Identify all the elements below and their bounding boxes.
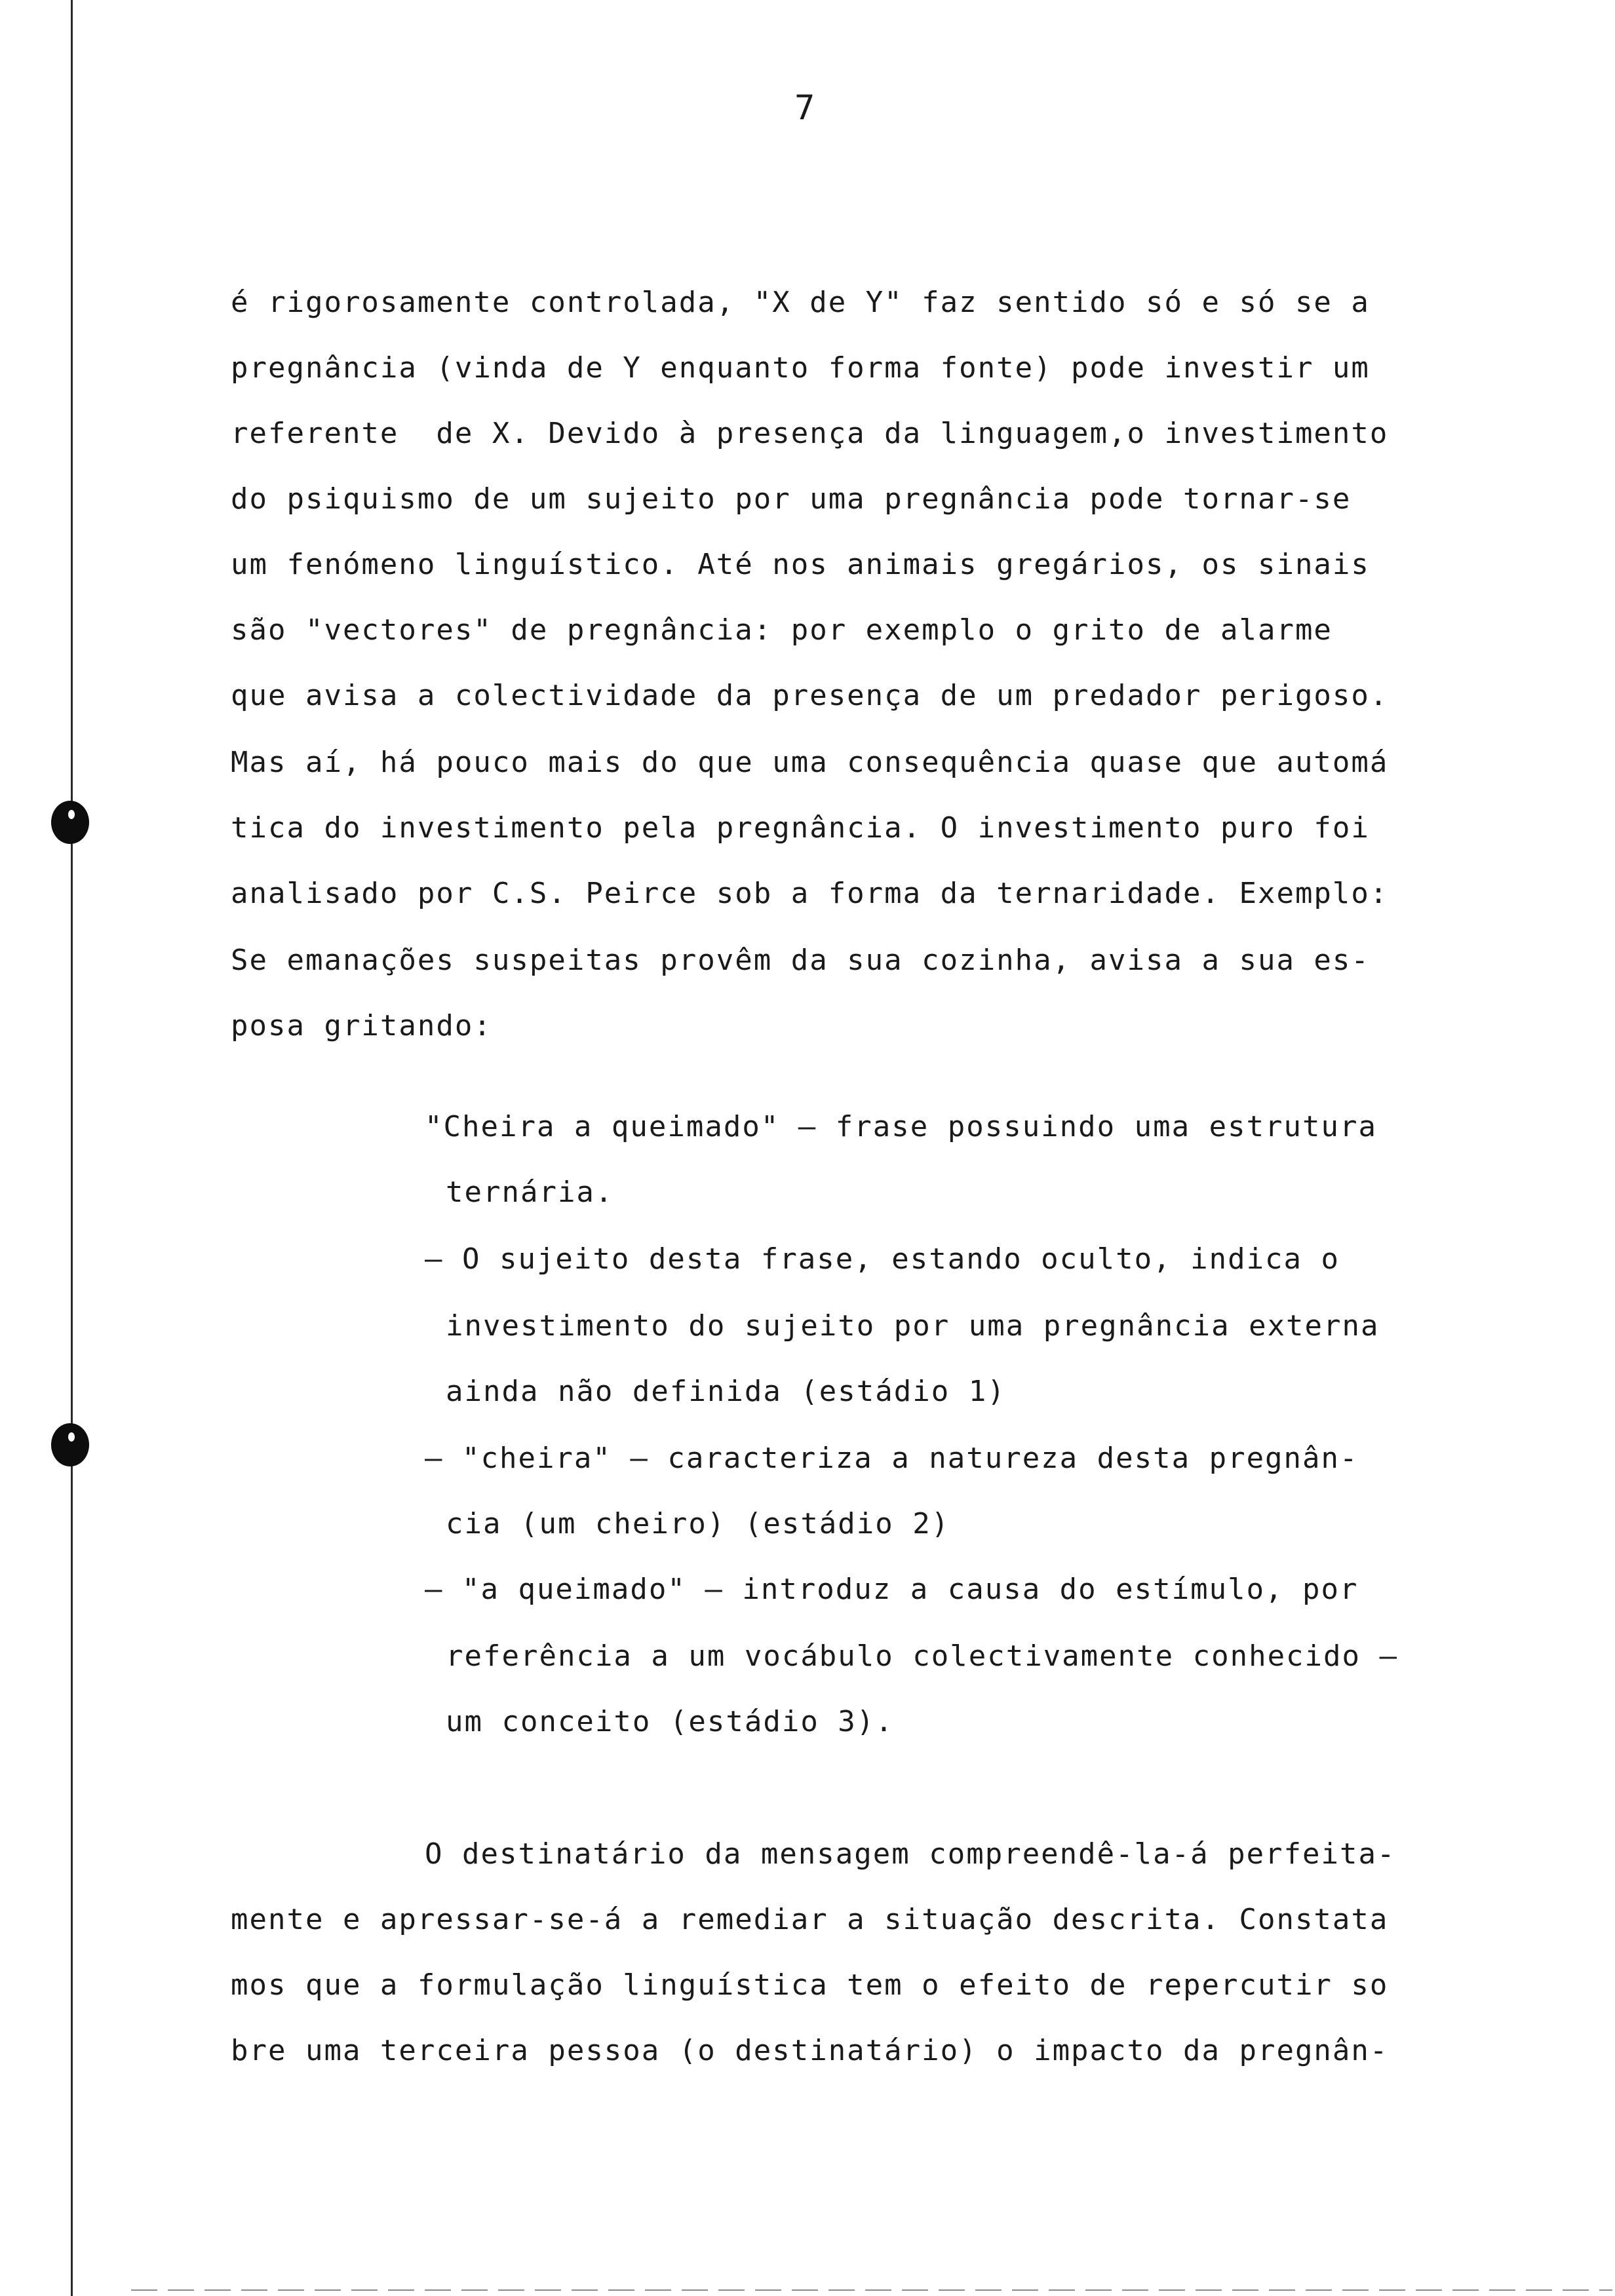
paragraph-line: referente de X. Devido à presença da linguagem,o investimento <box>231 417 1389 450</box>
punch-hole-mark <box>51 801 89 844</box>
quote-line: — "cheira" — caracteriza a natureza desta pregnân- <box>425 1442 1359 1475</box>
quote-line: — O sujeito desta frase, estando oculto, indica o <box>425 1242 1340 1276</box>
paragraph-line: posa gritando: <box>231 1009 492 1043</box>
paragraph-line: que avisa a colectividade da presença de um predador perigoso. <box>231 679 1389 712</box>
quote-line: — "a queimado" — introduz a causa do estímulo, por <box>425 1573 1359 1606</box>
paragraph-line: mente e apressar-se-á a remediar a situação descrita. Constata <box>231 1903 1389 1936</box>
bottom-edge-rule <box>131 2289 1612 2291</box>
quote-line: um conceito (estádio 3). <box>446 1705 894 1738</box>
paragraph-line: pregnância (vinda de Y enquanto forma fonte) pode investir um <box>231 351 1370 385</box>
quote-line: cia (um cheiro) (estádio 2) <box>446 1507 950 1540</box>
left-margin-rule <box>71 0 73 2296</box>
paragraph-line: tica do investimento pela pregnância. O investimento puro foi <box>231 811 1370 845</box>
paragraph-line: são "vectores" de pregnância: por exemplo o grito de alarme <box>231 613 1333 647</box>
paragraph-line: um fenómeno linguístico. Até nos animais gregários, os sinais <box>231 548 1370 581</box>
punch-hole-mark <box>51 1423 89 1466</box>
paragraph-line: do psiquismo de um sujeito por uma pregnância pode tornar-se <box>231 482 1352 516</box>
paragraph-line: Se emanações suspeitas provêm da sua cozinha, avisa a sua es- <box>231 944 1370 977</box>
quote-line: referência a um vocábulo colectivamente conhecido — <box>446 1639 1399 1673</box>
quote-line: ainda não definida (estádio 1) <box>446 1375 1006 1408</box>
paragraph-line: analisado por C.S. Peirce sob a forma da ternaridade. Exemplo: <box>231 877 1389 910</box>
paragraph-line: é rigorosamente controlada, "X de Y" faz sentido só e só se a <box>231 286 1370 319</box>
paragraph-line: Mas aí, há pouco mais do que uma consequência quase que automá <box>231 746 1389 779</box>
page-number: 7 <box>794 88 815 128</box>
quote-line: investimento do sujeito por uma pregnância externa <box>446 1309 1380 1343</box>
quote-line: "Cheira a queimado" — frase possuindo uma estrutura <box>425 1110 1378 1143</box>
quote-line: ternária. <box>446 1176 614 1209</box>
paragraph-line: O destinatário da mensagem compreendê-la-á perfeita- <box>425 1837 1396 1871</box>
paragraph-line: bre uma terceira pessoa (o destinatário) o impacto da pregnân- <box>231 2034 1389 2067</box>
paragraph-line: mos que a formulação linguística tem o efeito de repercutir so <box>231 1968 1389 2002</box>
